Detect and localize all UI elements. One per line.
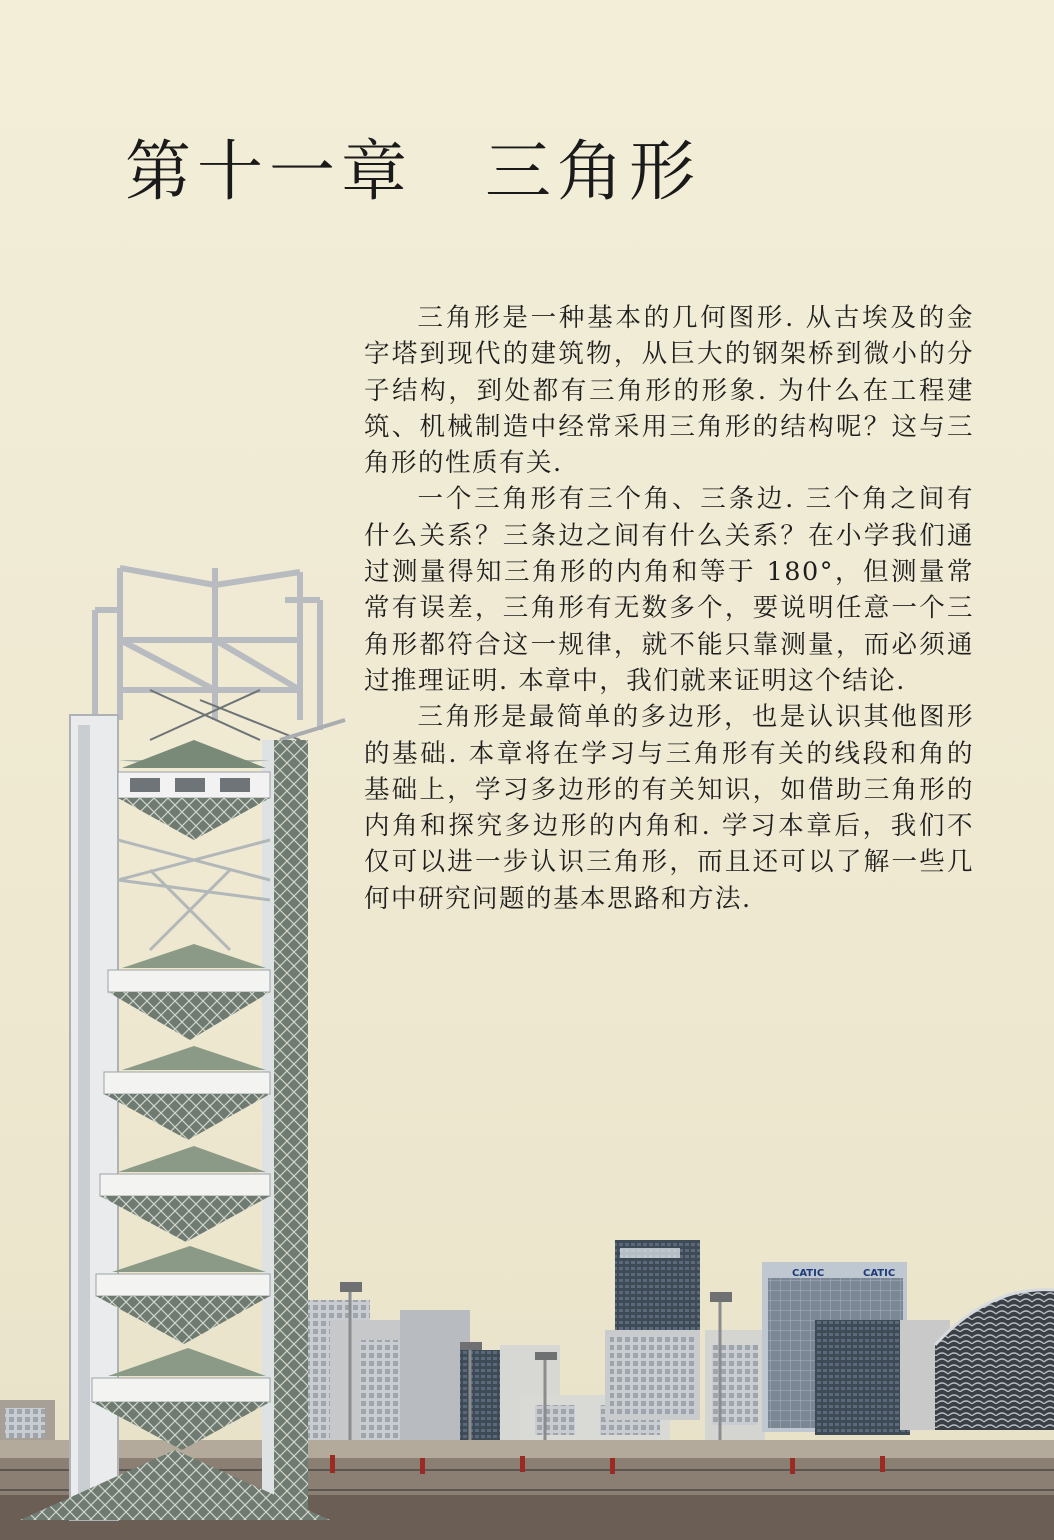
intro-paragraph-2: 一个三角形有三个角、三条边. 三个角之间有什么关系？三条边之间有什么关系？在小学我们通过测量得知三角形的内角和等于 180°，但测量常常有误差，三角形有无数多个，要说明任意一个三角形都符合这一规律，就不能只靠测量，而必须通过推理证明. 本章中，我们就来证明这个结论. [364, 484, 974, 696]
chapter-introduction [364, 300, 974, 917]
tower-column-right [270, 740, 308, 1520]
intro-paragraph-3: 三角形是最简单的多边形，也是认识其他图形的基础. 本章将在学习与三角形有关的线段和角的基础上，学习多边形的有关知识，如借助三角形的内角和探究多边形的内角和. 学习本章后，我们不仅可以进一步认识三角形，而且还可以了解一些几何中研究问题的基本思路和方法. [364, 702, 974, 914]
intro-paragraph-1: 三角形是一种基本的几何图形. 从古埃及的金字塔到现代的建筑物，从巨大的钢架桥到微小的分子结构，到处都有三角形的形象. 为什么在工程建筑、机械制造中经常采用三角形的结构呢？这与三角形的性质有关. [364, 303, 974, 479]
chapter-title: 第十一章 三角形 [125, 133, 701, 210]
catic-sign-1: CATIC [792, 1268, 825, 1279]
catic-sign-2: CATIC [863, 1268, 896, 1279]
